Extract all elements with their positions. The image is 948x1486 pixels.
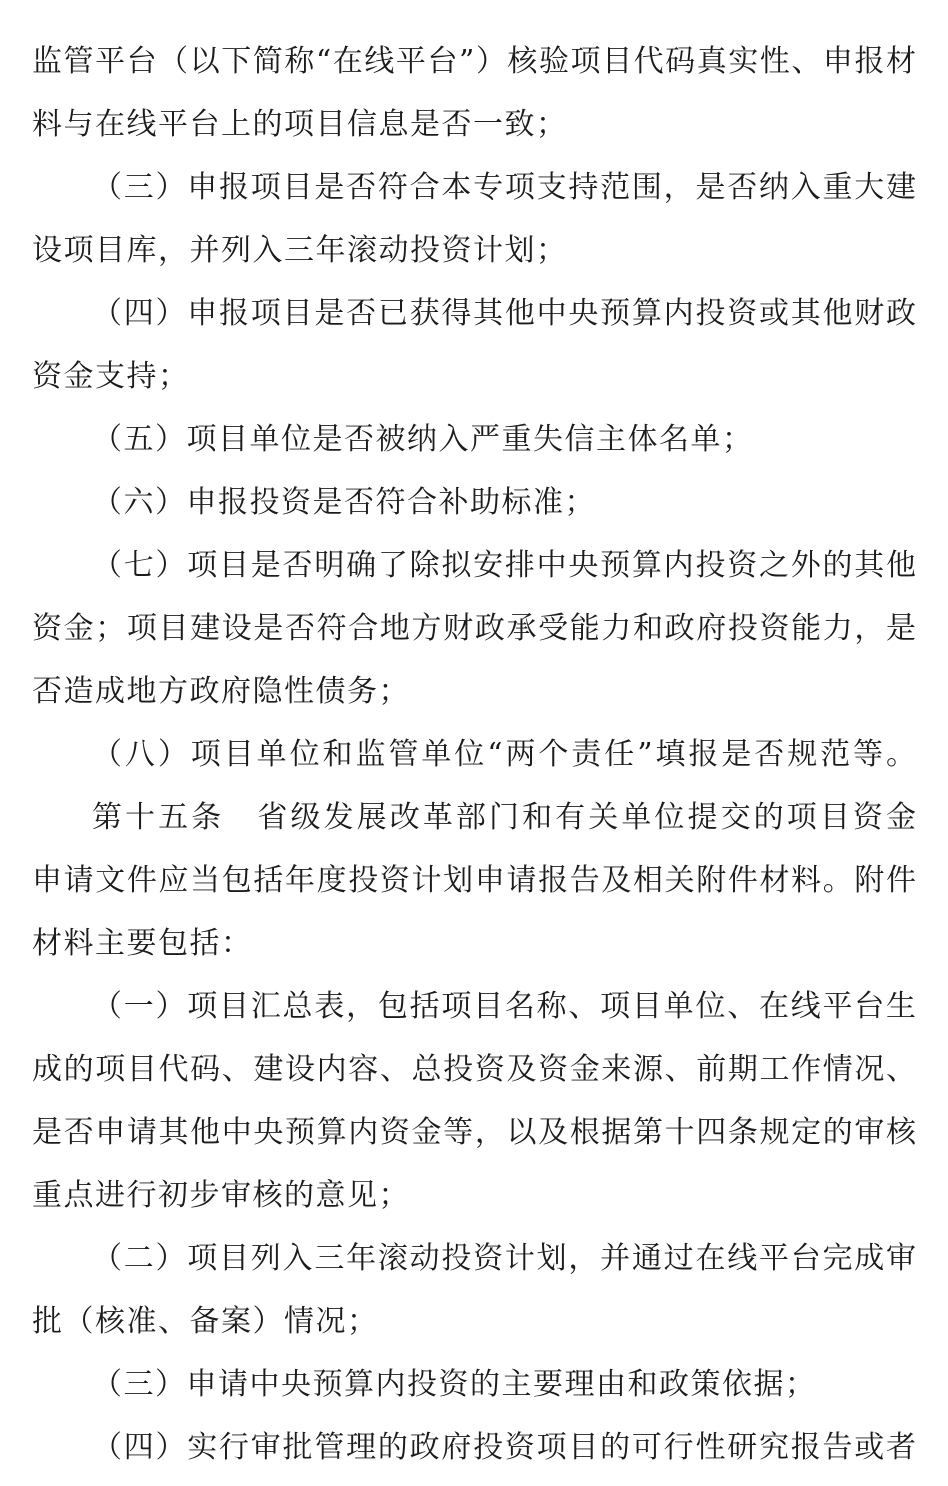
paragraph-attachment-item-2 (32, 1227, 916, 1353)
text-line: 否造成地方政府隐性债务； (32, 674, 410, 709)
paragraph-clause-4 (32, 282, 916, 408)
text-line: （三）申报项目是否符合本专项支持范围，是否纳入重大建 (92, 170, 916, 205)
paragraph-article-15 (32, 786, 916, 975)
text-line: 第十五条 省级发展改革部门和有关单位提交的项目资金 (92, 800, 916, 835)
text-line: （二）项目列入三年滚动投资计划，并通过在线平台完成审 (92, 1241, 916, 1276)
text-line: 是否申请其他中央预算内资金等，以及根据第十四条规定的审核 (32, 1115, 916, 1150)
text-line: （七）项目是否明确了除拟安排中央预算内投资之外的其他 (92, 548, 916, 583)
text-line: 重点进行初步审核的意见； (32, 1178, 410, 1213)
text-line: （三）申请中央预算内投资的主要理由和政策依据； (92, 1367, 817, 1402)
text-line: 申请文件应当包括年度投资计划申请报告及相关附件材料。附件 (32, 863, 916, 898)
text-line: 批（核准、备案）情况； (32, 1304, 379, 1339)
text-line: 材料主要包括： (32, 926, 253, 961)
text-line: （四）实行审批管理的政府投资项目的可行性研究报告或者 (92, 1430, 916, 1465)
text-line: （五）项目单位是否被纳入严重失信主体名单； (92, 422, 754, 457)
paragraph-clause-2-continuation (32, 30, 916, 156)
text-line: 料与在线平台上的项目信息是否一致； (32, 107, 568, 142)
text-line: （四）申报项目是否已获得其他中央预算内投资或其他财政 (92, 296, 916, 331)
paragraph-clause-3 (32, 156, 916, 282)
paragraph-clause-7 (32, 534, 916, 723)
paragraph-attachment-item-3 (32, 1353, 916, 1416)
paragraph-clause-6 (32, 471, 916, 534)
text-line: 设项目库，并列入三年滚动投资计划； (32, 233, 568, 268)
text-line: （六）申报投资是否符合补助标准； (92, 485, 596, 520)
text-line: 资金；项目建设是否符合地方财政承受能力和政府投资能力，是 (32, 611, 916, 646)
text-line: 资金支持； (32, 359, 190, 394)
paragraph-clause-5 (32, 408, 916, 471)
text-line: 监管平台（以下简称“在线平台”）核验项目代码真实性、申报材 (32, 44, 916, 79)
paragraph-attachment-item-1 (32, 975, 916, 1227)
paragraph-attachment-item-4 (32, 1416, 916, 1479)
paragraph-clause-8 (32, 723, 916, 786)
text-line: （八）项目单位和监管单位“两个责任”填报是否规范等。 (92, 737, 916, 772)
text-line: 成的项目代码、建设内容、总投资及资金来源、前期工作情况、 (32, 1052, 916, 1087)
text-line: （一）项目汇总表，包括项目名称、项目单位、在线平台生 (92, 989, 916, 1024)
